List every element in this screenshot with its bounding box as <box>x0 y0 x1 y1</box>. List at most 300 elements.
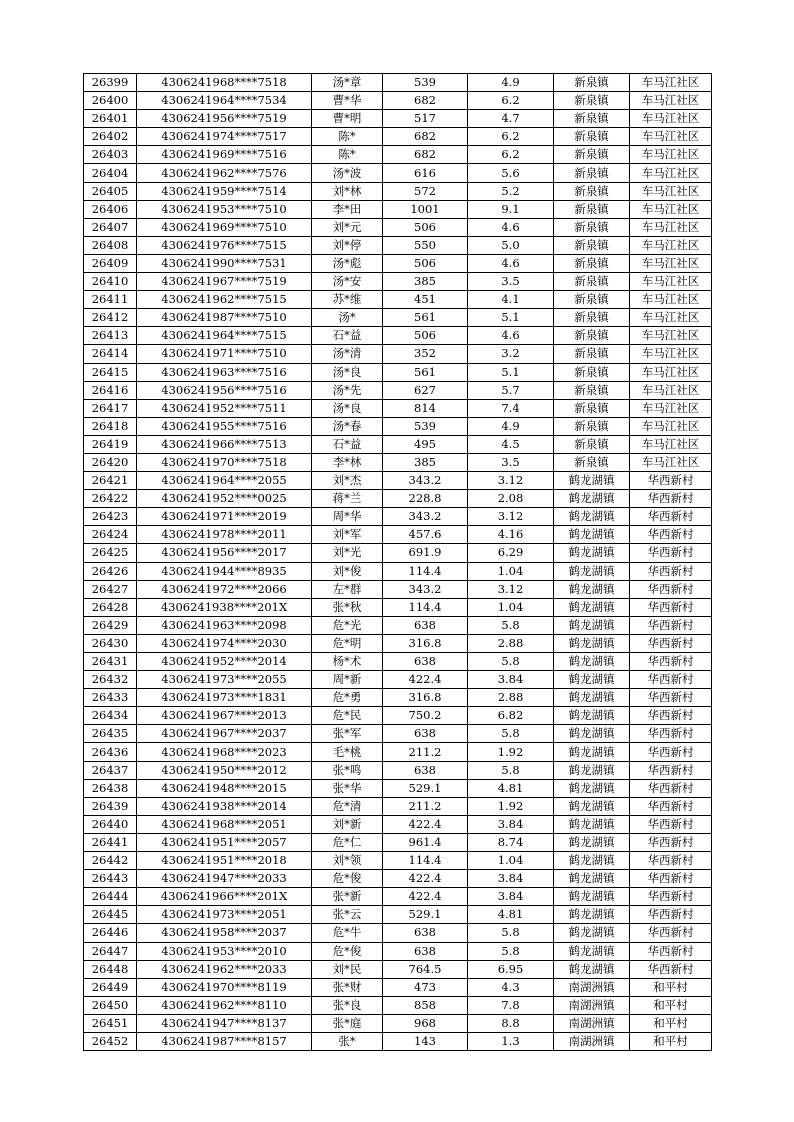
quantity-cell: 5.1 <box>468 309 554 327</box>
table-row <box>84 490 712 508</box>
amount-cell: 814 <box>383 399 468 417</box>
town-cell: 新泉镇 <box>554 74 630 92</box>
row-number-cell: 26433 <box>84 689 137 707</box>
row-number-cell: 26412 <box>84 309 137 327</box>
table-row <box>84 453 712 471</box>
person-name-cell: 刘*杰 <box>312 472 383 490</box>
id-number-cell: 4306241987****8157 <box>137 1032 312 1050</box>
town-cell: 鹤龙湖镇 <box>554 634 630 652</box>
id-number-cell: 4306241956****7519 <box>137 110 312 128</box>
quantity-cell: 5.8 <box>468 616 554 634</box>
quantity-cell: 5.8 <box>468 761 554 779</box>
id-number-cell: 4306241952****7511 <box>137 399 312 417</box>
town-cell: 新泉镇 <box>554 363 630 381</box>
id-number-cell: 4306241970****7518 <box>137 453 312 471</box>
amount-cell: 638 <box>383 653 468 671</box>
village-cell: 车马江社区 <box>630 200 712 218</box>
table-row <box>84 345 712 363</box>
quantity-cell: 5.7 <box>468 381 554 399</box>
id-number-cell: 4306241956****7516 <box>137 381 312 399</box>
town-cell: 南湖洲镇 <box>554 1014 630 1032</box>
quantity-cell: 4.6 <box>468 327 554 345</box>
person-name-cell: 曹*华 <box>312 92 383 110</box>
village-cell: 华西新村 <box>630 671 712 689</box>
town-cell: 新泉镇 <box>554 327 630 345</box>
town-cell: 鹤龙湖镇 <box>554 526 630 544</box>
town-cell: 新泉镇 <box>554 273 630 291</box>
table-row <box>84 236 712 254</box>
town-cell: 新泉镇 <box>554 417 630 435</box>
table-row <box>84 580 712 598</box>
village-cell: 车马江社区 <box>630 218 712 236</box>
quantity-cell: 3.84 <box>468 815 554 833</box>
row-number-cell: 26418 <box>84 417 137 435</box>
id-number-cell: 4306241972****2066 <box>137 580 312 598</box>
amount-cell: 228.8 <box>383 490 468 508</box>
table-row <box>84 182 712 200</box>
village-cell: 华西新村 <box>630 725 712 743</box>
amount-cell: 529.1 <box>383 906 468 924</box>
id-number-cell: 4306241969****7516 <box>137 146 312 164</box>
village-cell: 华西新村 <box>630 490 712 508</box>
row-number-cell: 26403 <box>84 146 137 164</box>
town-cell: 新泉镇 <box>554 399 630 417</box>
table-row <box>84 399 712 417</box>
person-name-cell: 汤*春 <box>312 417 383 435</box>
quantity-cell: 1.04 <box>468 562 554 580</box>
table-row <box>84 960 712 978</box>
row-number-cell: 26404 <box>84 164 137 182</box>
town-cell: 鹤龙湖镇 <box>554 562 630 580</box>
quantity-cell: 3.12 <box>468 508 554 526</box>
row-number-cell: 26424 <box>84 526 137 544</box>
quantity-cell: 2.88 <box>468 634 554 652</box>
village-cell: 车马江社区 <box>630 182 712 200</box>
row-number-cell: 26449 <box>84 978 137 996</box>
village-cell: 车马江社区 <box>630 309 712 327</box>
row-number-cell: 26413 <box>84 327 137 345</box>
person-name-cell: 刘*停 <box>312 236 383 254</box>
table-row <box>84 435 712 453</box>
row-number-cell: 26400 <box>84 92 137 110</box>
amount-cell: 211.2 <box>383 797 468 815</box>
table-row <box>84 381 712 399</box>
quantity-cell: 3.2 <box>468 345 554 363</box>
town-cell: 鹤龙湖镇 <box>554 870 630 888</box>
town-cell: 鹤龙湖镇 <box>554 544 630 562</box>
amount-cell: 143 <box>383 1032 468 1050</box>
quantity-cell: 5.1 <box>468 363 554 381</box>
amount-cell: 495 <box>383 435 468 453</box>
amount-cell: 316.8 <box>383 634 468 652</box>
person-name-cell: 石*益 <box>312 435 383 453</box>
village-cell: 华西新村 <box>630 960 712 978</box>
amount-cell: 343.2 <box>383 580 468 598</box>
amount-cell: 968 <box>383 1014 468 1032</box>
id-number-cell: 4306241966****7513 <box>137 435 312 453</box>
amount-cell: 517 <box>383 110 468 128</box>
town-cell: 鹤龙湖镇 <box>554 888 630 906</box>
amount-cell: 422.4 <box>383 671 468 689</box>
row-number-cell: 26448 <box>84 960 137 978</box>
id-number-cell: 4306241968****7518 <box>137 74 312 92</box>
village-cell: 华西新村 <box>630 653 712 671</box>
table-row <box>84 128 712 146</box>
row-number-cell: 26421 <box>84 472 137 490</box>
row-number-cell: 26444 <box>84 888 137 906</box>
amount-cell: 638 <box>383 616 468 634</box>
id-number-cell: 4306241978****2011 <box>137 526 312 544</box>
row-number-cell: 26430 <box>84 634 137 652</box>
quantity-cell: 3.5 <box>468 273 554 291</box>
quantity-cell: 8.74 <box>468 833 554 851</box>
quantity-cell: 1.3 <box>468 1032 554 1050</box>
id-number-cell: 4306241962****7576 <box>137 164 312 182</box>
person-name-cell: 危*牛 <box>312 924 383 942</box>
quantity-cell: 3.84 <box>468 870 554 888</box>
row-number-cell: 26414 <box>84 345 137 363</box>
table-row <box>84 327 712 345</box>
table-row <box>84 254 712 272</box>
row-number-cell: 26445 <box>84 906 137 924</box>
quantity-cell: 1.04 <box>468 852 554 870</box>
town-cell: 新泉镇 <box>554 164 630 182</box>
quantity-cell: 5.2 <box>468 182 554 200</box>
village-cell: 和平村 <box>630 1014 712 1032</box>
town-cell: 新泉镇 <box>554 309 630 327</box>
amount-cell: 422.4 <box>383 815 468 833</box>
village-cell: 华西新村 <box>630 580 712 598</box>
id-number-cell: 4306241951****2057 <box>137 833 312 851</box>
row-number-cell: 26443 <box>84 870 137 888</box>
village-cell: 车马江社区 <box>630 345 712 363</box>
id-number-cell: 4306241952****2014 <box>137 653 312 671</box>
town-cell: 鹤龙湖镇 <box>554 616 630 634</box>
row-number-cell: 26423 <box>84 508 137 526</box>
town-cell: 鹤龙湖镇 <box>554 671 630 689</box>
table-row <box>84 906 712 924</box>
id-number-cell: 4306241947****2033 <box>137 870 312 888</box>
village-cell: 车马江社区 <box>630 399 712 417</box>
village-cell: 华西新村 <box>630 544 712 562</box>
village-cell: 华西新村 <box>630 743 712 761</box>
id-number-cell: 4306241968****2023 <box>137 743 312 761</box>
town-cell: 新泉镇 <box>554 218 630 236</box>
id-number-cell: 4306241948****2015 <box>137 779 312 797</box>
town-cell: 鹤龙湖镇 <box>554 472 630 490</box>
quantity-cell: 5.8 <box>468 924 554 942</box>
table-row <box>84 653 712 671</box>
row-number-cell: 26431 <box>84 653 137 671</box>
table-row <box>84 743 712 761</box>
row-number-cell: 26399 <box>84 74 137 92</box>
amount-cell: 561 <box>383 309 468 327</box>
person-name-cell: 张*新 <box>312 888 383 906</box>
id-number-cell: 4306241964****7534 <box>137 92 312 110</box>
id-number-cell: 4306241990****7531 <box>137 254 312 272</box>
amount-cell: 385 <box>383 273 468 291</box>
table-row <box>84 996 712 1014</box>
amount-cell: 211.2 <box>383 743 468 761</box>
row-number-cell: 26406 <box>84 200 137 218</box>
village-cell: 华西新村 <box>630 634 712 652</box>
amount-cell: 550 <box>383 236 468 254</box>
row-number-cell: 26427 <box>84 580 137 598</box>
amount-cell: 858 <box>383 996 468 1014</box>
amount-cell: 750.2 <box>383 707 468 725</box>
village-cell: 车马江社区 <box>630 381 712 399</box>
table-row <box>84 146 712 164</box>
village-cell: 华西新村 <box>630 815 712 833</box>
row-number-cell: 26440 <box>84 815 137 833</box>
row-number-cell: 26436 <box>84 743 137 761</box>
person-name-cell: 张*良 <box>312 996 383 1014</box>
village-cell: 和平村 <box>630 996 712 1014</box>
row-number-cell: 26432 <box>84 671 137 689</box>
village-cell: 车马江社区 <box>630 435 712 453</box>
id-number-cell: 4306241969****7510 <box>137 218 312 236</box>
id-number-cell: 4306241963****7516 <box>137 363 312 381</box>
row-number-cell: 26442 <box>84 852 137 870</box>
table-row <box>84 888 712 906</box>
id-number-cell: 4306241958****2037 <box>137 924 312 942</box>
amount-cell: 114.4 <box>383 852 468 870</box>
town-cell: 鹤龙湖镇 <box>554 725 630 743</box>
town-cell: 鹤龙湖镇 <box>554 942 630 960</box>
person-name-cell: 李*田 <box>312 200 383 218</box>
row-number-cell: 26425 <box>84 544 137 562</box>
table-row <box>84 833 712 851</box>
table-row <box>84 363 712 381</box>
id-number-cell: 4306241953****2010 <box>137 942 312 960</box>
town-cell: 鹤龙湖镇 <box>554 852 630 870</box>
amount-cell: 385 <box>383 453 468 471</box>
village-cell: 华西新村 <box>630 526 712 544</box>
amount-cell: 343.2 <box>383 472 468 490</box>
town-cell: 鹤龙湖镇 <box>554 906 630 924</box>
village-cell: 车马江社区 <box>630 164 712 182</box>
table-row <box>84 544 712 562</box>
village-cell: 车马江社区 <box>630 236 712 254</box>
person-name-cell: 陈* <box>312 146 383 164</box>
town-cell: 鹤龙湖镇 <box>554 508 630 526</box>
person-name-cell: 危*俊 <box>312 942 383 960</box>
id-number-cell: 4306241963****2098 <box>137 616 312 634</box>
village-cell: 华西新村 <box>630 870 712 888</box>
table-row <box>84 200 712 218</box>
row-number-cell: 26411 <box>84 291 137 309</box>
village-cell: 和平村 <box>630 1032 712 1050</box>
village-cell: 车马江社区 <box>630 417 712 435</box>
person-name-cell: 石*益 <box>312 327 383 345</box>
id-number-cell: 4306241974****2030 <box>137 634 312 652</box>
amount-cell: 764.5 <box>383 960 468 978</box>
person-name-cell: 汤*良 <box>312 363 383 381</box>
amount-cell: 682 <box>383 92 468 110</box>
id-number-cell: 4306241962****7515 <box>137 291 312 309</box>
person-name-cell: 刘*光 <box>312 544 383 562</box>
row-number-cell: 26451 <box>84 1014 137 1032</box>
person-name-cell: 刘*新 <box>312 815 383 833</box>
quantity-cell: 6.2 <box>468 146 554 164</box>
person-name-cell: 苏*维 <box>312 291 383 309</box>
village-cell: 车马江社区 <box>630 254 712 272</box>
row-number-cell: 26446 <box>84 924 137 942</box>
table-row <box>84 761 712 779</box>
town-cell: 鹤龙湖镇 <box>554 815 630 833</box>
quantity-cell: 3.12 <box>468 580 554 598</box>
village-cell: 车马江社区 <box>630 291 712 309</box>
row-number-cell: 26401 <box>84 110 137 128</box>
table-row <box>84 671 712 689</box>
table-row <box>84 562 712 580</box>
town-cell: 新泉镇 <box>554 381 630 399</box>
town-cell: 新泉镇 <box>554 453 630 471</box>
village-cell: 车马江社区 <box>630 363 712 381</box>
amount-cell: 561 <box>383 363 468 381</box>
amount-cell: 539 <box>383 74 468 92</box>
id-number-cell: 4306241944****8935 <box>137 562 312 580</box>
amount-cell: 638 <box>383 761 468 779</box>
id-number-cell: 4306241968****2051 <box>137 815 312 833</box>
town-cell: 鹤龙湖镇 <box>554 653 630 671</box>
town-cell: 新泉镇 <box>554 200 630 218</box>
table-body <box>84 74 712 1051</box>
table-row <box>84 526 712 544</box>
village-cell: 华西新村 <box>630 924 712 942</box>
table-row <box>84 472 712 490</box>
id-number-cell: 4306241973****2051 <box>137 906 312 924</box>
amount-cell: 638 <box>383 725 468 743</box>
village-cell: 华西新村 <box>630 779 712 797</box>
amount-cell: 529.1 <box>383 779 468 797</box>
row-number-cell: 26450 <box>84 996 137 1014</box>
amount-cell: 682 <box>383 128 468 146</box>
village-cell: 华西新村 <box>630 562 712 580</box>
row-number-cell: 26447 <box>84 942 137 960</box>
id-number-cell: 4306241959****7514 <box>137 182 312 200</box>
town-cell: 鹤龙湖镇 <box>554 779 630 797</box>
village-cell: 车马江社区 <box>630 110 712 128</box>
quantity-cell: 3.84 <box>468 888 554 906</box>
id-number-cell: 4306241947****8137 <box>137 1014 312 1032</box>
quantity-cell: 4.6 <box>468 218 554 236</box>
id-number-cell: 4306241971****2019 <box>137 508 312 526</box>
person-name-cell: 汤*清 <box>312 345 383 363</box>
amount-cell: 961.4 <box>383 833 468 851</box>
amount-cell: 457.6 <box>383 526 468 544</box>
person-name-cell: 汤*安 <box>312 273 383 291</box>
person-name-cell: 刘*林 <box>312 182 383 200</box>
table-row <box>84 598 712 616</box>
id-number-cell: 4306241964****7515 <box>137 327 312 345</box>
table-row <box>84 273 712 291</box>
quantity-cell: 5.8 <box>468 653 554 671</box>
village-cell: 车马江社区 <box>630 128 712 146</box>
town-cell: 鹤龙湖镇 <box>554 598 630 616</box>
person-name-cell: 汤*波 <box>312 164 383 182</box>
id-number-cell: 4306241953****7510 <box>137 200 312 218</box>
quantity-cell: 5.8 <box>468 942 554 960</box>
quantity-cell: 6.82 <box>468 707 554 725</box>
person-name-cell: 危*俊 <box>312 870 383 888</box>
id-number-cell: 4306241976****7515 <box>137 236 312 254</box>
row-number-cell: 26439 <box>84 797 137 815</box>
table-row <box>84 707 712 725</box>
amount-cell: 343.2 <box>383 508 468 526</box>
town-cell: 新泉镇 <box>554 291 630 309</box>
person-name-cell: 危*清 <box>312 797 383 815</box>
quantity-cell: 1.92 <box>468 797 554 815</box>
table-row <box>84 852 712 870</box>
row-number-cell: 26416 <box>84 381 137 399</box>
amount-cell: 422.4 <box>383 870 468 888</box>
quantity-cell: 4.81 <box>468 906 554 924</box>
person-name-cell: 刘*俊 <box>312 562 383 580</box>
table-row <box>84 942 712 960</box>
quantity-cell: 4.9 <box>468 417 554 435</box>
village-cell: 华西新村 <box>630 852 712 870</box>
quantity-cell: 4.16 <box>468 526 554 544</box>
person-name-cell: 汤*良 <box>312 399 383 417</box>
id-number-cell: 4306241955****7516 <box>137 417 312 435</box>
table-row <box>84 218 712 236</box>
row-number-cell: 26405 <box>84 182 137 200</box>
amount-cell: 422.4 <box>383 888 468 906</box>
amount-cell: 506 <box>383 327 468 345</box>
town-cell: 鹤龙湖镇 <box>554 707 630 725</box>
amount-cell: 506 <box>383 254 468 272</box>
row-number-cell: 26428 <box>84 598 137 616</box>
table-row <box>84 815 712 833</box>
village-cell: 华西新村 <box>630 942 712 960</box>
id-number-cell: 4306241956****2017 <box>137 544 312 562</box>
row-number-cell: 26407 <box>84 218 137 236</box>
table-row <box>84 924 712 942</box>
person-name-cell: 毛*桃 <box>312 743 383 761</box>
village-cell: 车马江社区 <box>630 273 712 291</box>
id-number-cell: 4306241938****201X <box>137 598 312 616</box>
person-name-cell: 曹*明 <box>312 110 383 128</box>
quantity-cell: 7.4 <box>468 399 554 417</box>
person-name-cell: 李*林 <box>312 453 383 471</box>
village-cell: 华西新村 <box>630 761 712 779</box>
town-cell: 新泉镇 <box>554 254 630 272</box>
person-name-cell: 刘*领 <box>312 852 383 870</box>
village-cell: 车马江社区 <box>630 74 712 92</box>
person-name-cell: 蒋*兰 <box>312 490 383 508</box>
table-row <box>84 417 712 435</box>
quantity-cell: 4.7 <box>468 110 554 128</box>
quantity-cell: 8.8 <box>468 1014 554 1032</box>
town-cell: 新泉镇 <box>554 92 630 110</box>
id-number-cell: 4306241951****2018 <box>137 852 312 870</box>
person-name-cell: 刘*民 <box>312 960 383 978</box>
table-row <box>84 1014 712 1032</box>
quantity-cell: 2.88 <box>468 689 554 707</box>
quantity-cell: 7.8 <box>468 996 554 1014</box>
person-name-cell: 周*华 <box>312 508 383 526</box>
town-cell: 鹤龙湖镇 <box>554 580 630 598</box>
amount-cell: 473 <box>383 978 468 996</box>
id-number-cell: 4306241938****2014 <box>137 797 312 815</box>
town-cell: 鹤龙湖镇 <box>554 797 630 815</box>
town-cell: 新泉镇 <box>554 146 630 164</box>
table-row <box>84 110 712 128</box>
id-number-cell: 4306241970****8119 <box>137 978 312 996</box>
town-cell: 鹤龙湖镇 <box>554 743 630 761</box>
quantity-cell: 3.5 <box>468 453 554 471</box>
